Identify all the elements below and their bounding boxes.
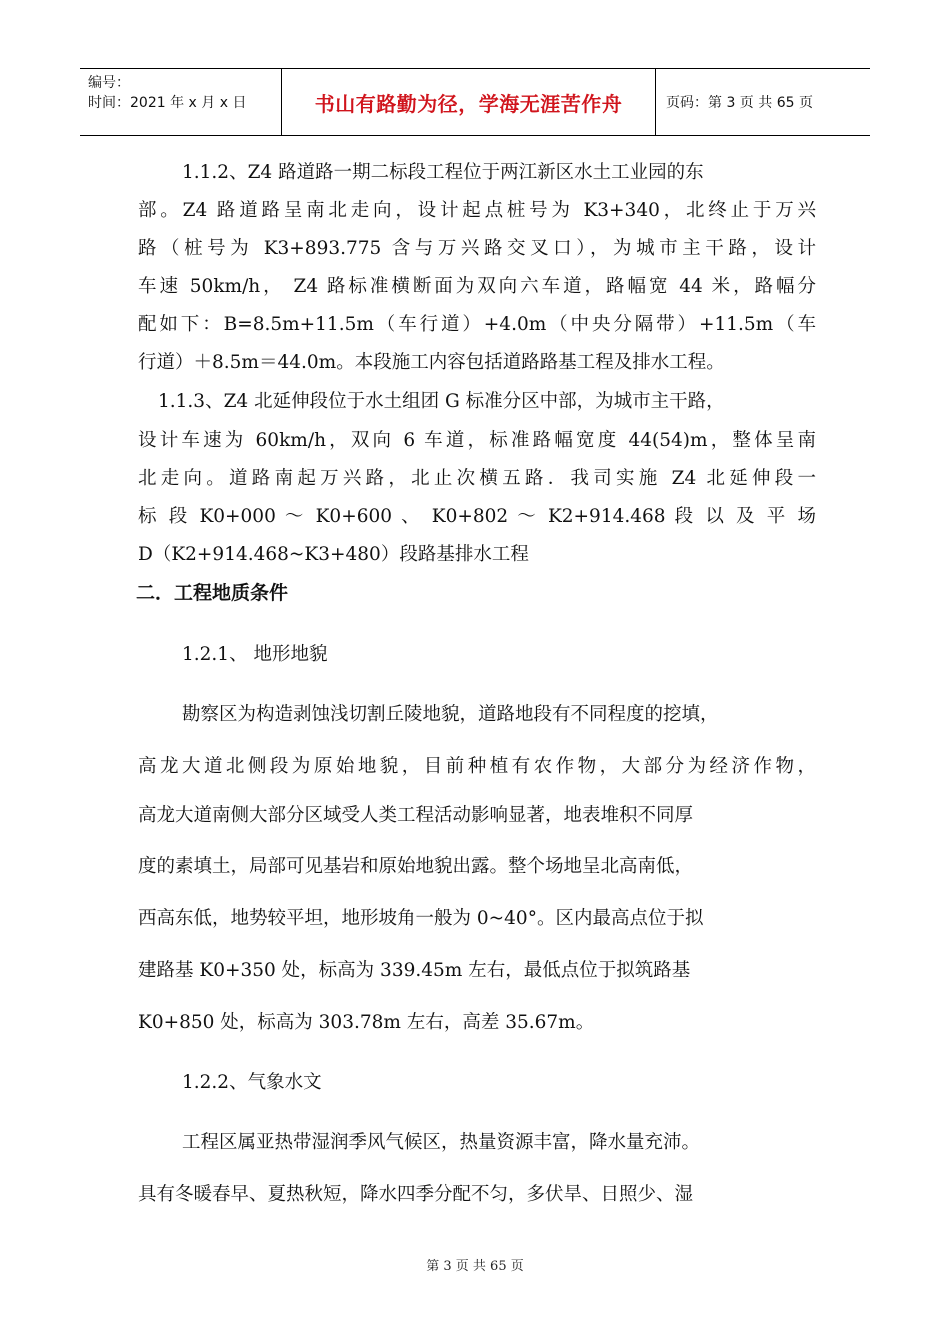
page-header: [80, 68, 870, 136]
paragraph-line: 1.1.3、Z4 北延伸段位于水土组团 G 标准分区中部，为城市主干路，: [158, 391, 725, 412]
header-page-info: 页码：第 3 页 共 65 页: [666, 95, 813, 111]
document-time: 时间：2021 年 x 月 x 日: [88, 95, 247, 111]
paragraph-line: 车速 50km/h， Z4 路标准横断面为双向六车道，路幅宽 44 米，路幅分: [138, 276, 816, 297]
paragraph-line: 配如下：B=8.5m+11.5m（车行道）+4.0m（中央分隔带）+11.5m（车: [138, 314, 816, 335]
subsection-title: 1.2.2、气象水文: [182, 1072, 322, 1093]
paragraph-line: 部。Z4 路道路呈南北走向，设计起点桩号为 K3+340，北终止于万兴: [138, 200, 816, 221]
header-motto: 书山有路勤为径，学海无涯苦作舟: [282, 69, 656, 135]
paragraph-line: D（K2+914.468~K3+480）段路基排水工程: [138, 544, 529, 565]
subsection-title: 1.2.1、 地形地貌: [182, 644, 328, 665]
paragraph-line: 设计车速为 60km/h，双向 6 车道，标准路幅宽度 44(54)m，整体呈南: [138, 430, 816, 451]
paragraph-line: K0+850 处，标高为 303.78m 左右，高差 35.67m。: [138, 1012, 595, 1033]
paragraph-line: 西高东低，地势较平坦，地形坡角一般为 0~40°。区内最高点位于拟: [138, 908, 704, 929]
page-footer: 第 3 页 共 65 页: [426, 1259, 524, 1274]
paragraph-line: 北走向。道路南起万兴路，北止次横五路．我司实施 Z4 北延伸段一: [138, 468, 816, 489]
header-meta: [80, 69, 282, 135]
paragraph-line: 标 段 K0+000 ～ K0+600 、 K0+802 ～ K2+914.468 段 以 及 平 场: [138, 506, 816, 527]
paragraph-line: 度的素填土，局部可见基岩和原始地貌出露。整个场地呈北高南低，: [138, 856, 694, 877]
paragraph-line: 勘察区为构造剥蚀浅切割丘陵地貌，道路地段有不同程度的挖填，: [182, 704, 719, 725]
section-heading: 二．工程地质条件: [136, 582, 289, 604]
paragraph-line: 高龙大道南侧大部分区域受人类工程活动影响显著，地表堆积不同厚: [138, 805, 694, 826]
paragraph-line: 高龙大道北侧段为原始地貌，目前种植有农作物，大部分为经济作物，: [138, 756, 816, 777]
paragraph-line: 具有冬暖春早、夏热秋短，降水四季分配不匀，多伏旱、日照少、湿: [138, 1184, 694, 1205]
paragraph-line: 行道）＋8.5m＝44.0m。本段施工内容包括道路路基工程及排水工程。: [138, 352, 725, 373]
document-number: 编号：: [88, 75, 130, 91]
paragraph-line: 工程区属亚热带湿润季风气候区，热量资源丰富，降水量充沛。: [182, 1132, 701, 1153]
paragraph-line: 1.1.2、Z4 路道路一期二标段工程位于两江新区水土工业园的东: [182, 162, 704, 183]
paragraph-line: 路（桩号为 K3+893.775 含与万兴路交叉口），为城市主干路，设计: [138, 238, 816, 259]
paragraph-line: 建路基 K0+350 处，标高为 339.45m 左右，最低点位于拟筑路基: [138, 960, 691, 981]
